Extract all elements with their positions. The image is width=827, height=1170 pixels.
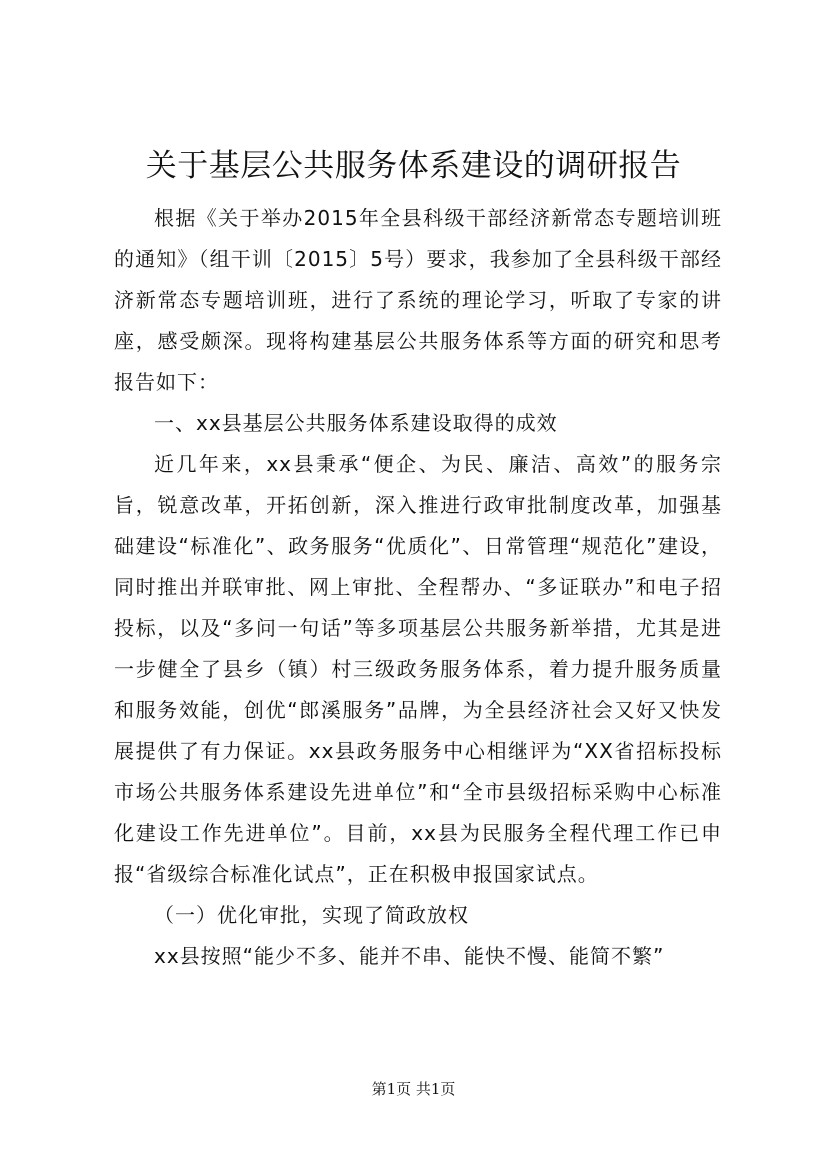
subsection-heading-1: （一）优化审批，实现了简政放权 — [154, 903, 469, 927]
paragraph-approval: xx县按照“能少不多、能并不串、能快不慢、能简不繁” — [154, 944, 665, 968]
paragraph-intro: 根据《关于举办2015年全县科级干部经济新常态专题培训班的通知》（组干训〔2015〕5号）要求，我参加了全县科级干部经济新常态专题培训班，进行了系统的理论学习，听取了专家的讲座，感受颇深。现将构建基层公共服务体系等方面的研究和思考报告如下： — [114, 206, 722, 394]
page-number-footer: 第1页 共1页 — [371, 1080, 456, 1098]
document-title: 关于基层公共服务体系建设的调研报告 — [145, 148, 682, 184]
paragraph-achievements: 近几年来，xx县秉承“便企、为民、廉洁、高效”的服务宗旨，锐意改革，开拓创新，深入推进行政审批制度改革，加强基础建设“标准化”、政务服务“优质化”、日常管理“规范化”建设，同时推出并联审批、网上审批、全程帮办、“多证联办”和电子招投标，以及“多问一句话”等多项基层公共服务新举措，尤其是进一步健全了县乡（镇）村三级政务服务体系，着力提升服务质量和服务效能，创优“郎溪服务”品牌，为全县经济社会又好又快发展提供了有力保证。xx县政务服务中心相继评为“XX省招标投标市场公共服务体系建设先进单位”和“全市县级招标采购中心标准化建设工作先进单位”。目前，xx县为民服务全程代理工作已申报“省级综合标准化试点”，正在积极申报国家试点。 — [114, 452, 722, 886]
document-body — [114, 198, 722, 977]
section-heading-1: 一、xx县基层公共服务体系建设取得的成效 — [154, 411, 558, 435]
